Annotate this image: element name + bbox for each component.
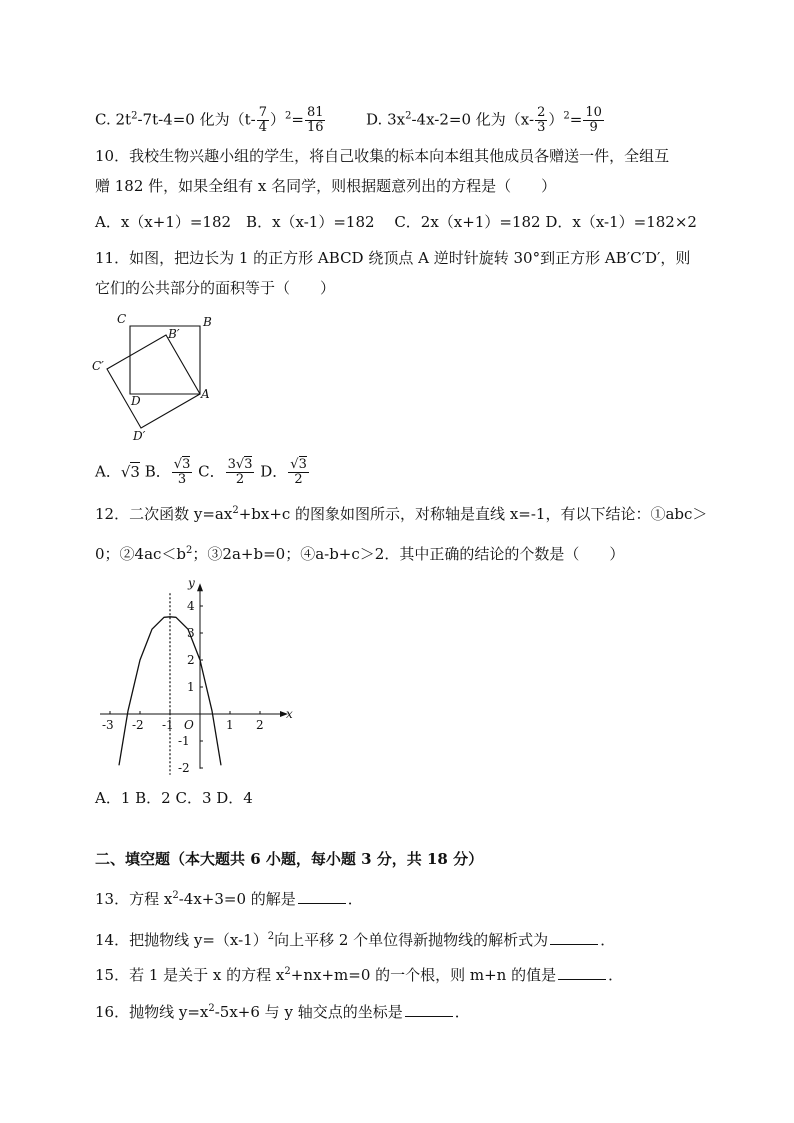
- label-a: A: [201, 387, 210, 401]
- q16: 16．抛物线 $y=x^2-5x+6$ 与 y 轴交点的坐标是 ．: [95, 1003, 470, 1021]
- origin-label: O: [184, 718, 194, 732]
- q10-line2: 赠 182 件，如果全组有 x 名同学，则根据题意列出的方程是（ ）: [95, 177, 557, 195]
- label-d: D: [131, 394, 141, 408]
- x-tick-label: -3: [102, 718, 114, 732]
- answer-blank: [298, 889, 346, 904]
- square-rotation-figure: [88, 306, 228, 446]
- q9-d-frac1: $\frac{2}{3}$: [537, 105, 546, 135]
- q11-b-frac: $\frac{√3}{3}$: [173, 457, 191, 487]
- q11-d-frac: $\frac{√3}{2}$: [290, 457, 307, 487]
- q12-line2: 0；$②4ac<b^2$；③2a+b=0；④a-b+c＞2．其中正确的结论的个数是（ ）: [95, 545, 625, 563]
- y-tick-label: 2: [187, 653, 195, 667]
- answer-blank: [405, 1002, 453, 1017]
- x-tick-label: -2: [132, 718, 144, 732]
- label-c: C: [117, 312, 127, 326]
- y-tick-label: -2: [178, 761, 190, 775]
- x-tick-label: -1: [162, 718, 174, 732]
- x-axis-label: x: [286, 707, 293, 721]
- answer-blank: [550, 930, 598, 945]
- q13: 13．方程 $x^2-4x+3=0$ 的解是 ．: [95, 890, 363, 908]
- y-axis-arrow: [197, 583, 203, 591]
- label-b: B: [203, 315, 212, 329]
- section2-title: 二、填空题（本大题共 6 小题，每小题 3 分，共 18 分）: [95, 850, 484, 868]
- parabola-chart: [88, 576, 293, 776]
- y-axis-label: y: [188, 576, 195, 591]
- y-tick-label: 1: [187, 680, 195, 694]
- q9-c-label: C.: [95, 110, 111, 129]
- y-tick-label: 4: [187, 599, 195, 613]
- q15: 15．若 1 是关于 x 的方程 $x^2+nx+m=0$ 的一个根，则 m+n 的值是 ．: [95, 966, 624, 984]
- q10-line1: 10．我校生物兴趣小组的学生，将自己收集的标本向本组其他成员各赠送一件，全组互: [95, 147, 670, 165]
- q9-d-frac2: $\frac{10}{9}$: [585, 105, 602, 135]
- q9-c-frac2: $\frac{81}{16}$: [306, 105, 324, 135]
- q11-line2: 它们的公共部分的面积等于（ ）: [95, 279, 336, 297]
- q11-line1: 11．如图，把边长为 1 的正方形 ABCD 绕顶点 A 逆时针旋转 30°到正方形 AB′C′D′，则: [95, 249, 691, 267]
- square-ab-c-d: [107, 335, 200, 428]
- q12-line1: 12．二次函数 $y=ax^2+bx+c$ 的图象如图所示，对称轴是直线 x=-1，有以下结论：①abc＞: [95, 505, 708, 523]
- label-b-prime: B′: [168, 327, 180, 341]
- q14: 14．把抛物线 $y=(x-1)^2$向上平移 2 个单位得新抛物线的解析式为 ．: [95, 931, 616, 949]
- sqrt-icon: √3: [120, 462, 140, 481]
- label-d-prime: D′: [133, 429, 146, 443]
- y-tick-label: -1: [178, 734, 190, 748]
- q9-options: C. $2t^2-7t-4=0$ 化为（t- $\frac{7}{4}$ ）$^2$= $\frac{81}{16}$ D. $3x^2-4x-2=0$ 化为（x- $\frac{2}{3}$ ）$^2$= $\frac{10}{9}$: [95, 105, 602, 135]
- q9-d-label: D.: [366, 110, 383, 129]
- x-tick-label: 2: [256, 718, 264, 732]
- q9-c-frac1: $\frac{7}{4}$: [258, 105, 267, 135]
- label-c-prime: C′: [92, 359, 104, 373]
- q12-options: A．1 B．2 C．3 D．4: [95, 789, 253, 807]
- q10-options: A．x（x+1）=182 B．x（x-1）=182 C．2x（x+1）=182 D．x（x-1）=182×2: [95, 213, 697, 231]
- q11-c-frac: $\frac{3√3}{2}$: [227, 457, 253, 487]
- x-tick-label: 1: [226, 718, 234, 732]
- q11-options: A．√3 B． $\frac{√3}{3}$ C． $\frac{3√3}{2}$ D． $\frac{√3}{2}$: [95, 457, 307, 487]
- answer-blank: [558, 965, 606, 980]
- y-tick-label: 3: [187, 626, 195, 640]
